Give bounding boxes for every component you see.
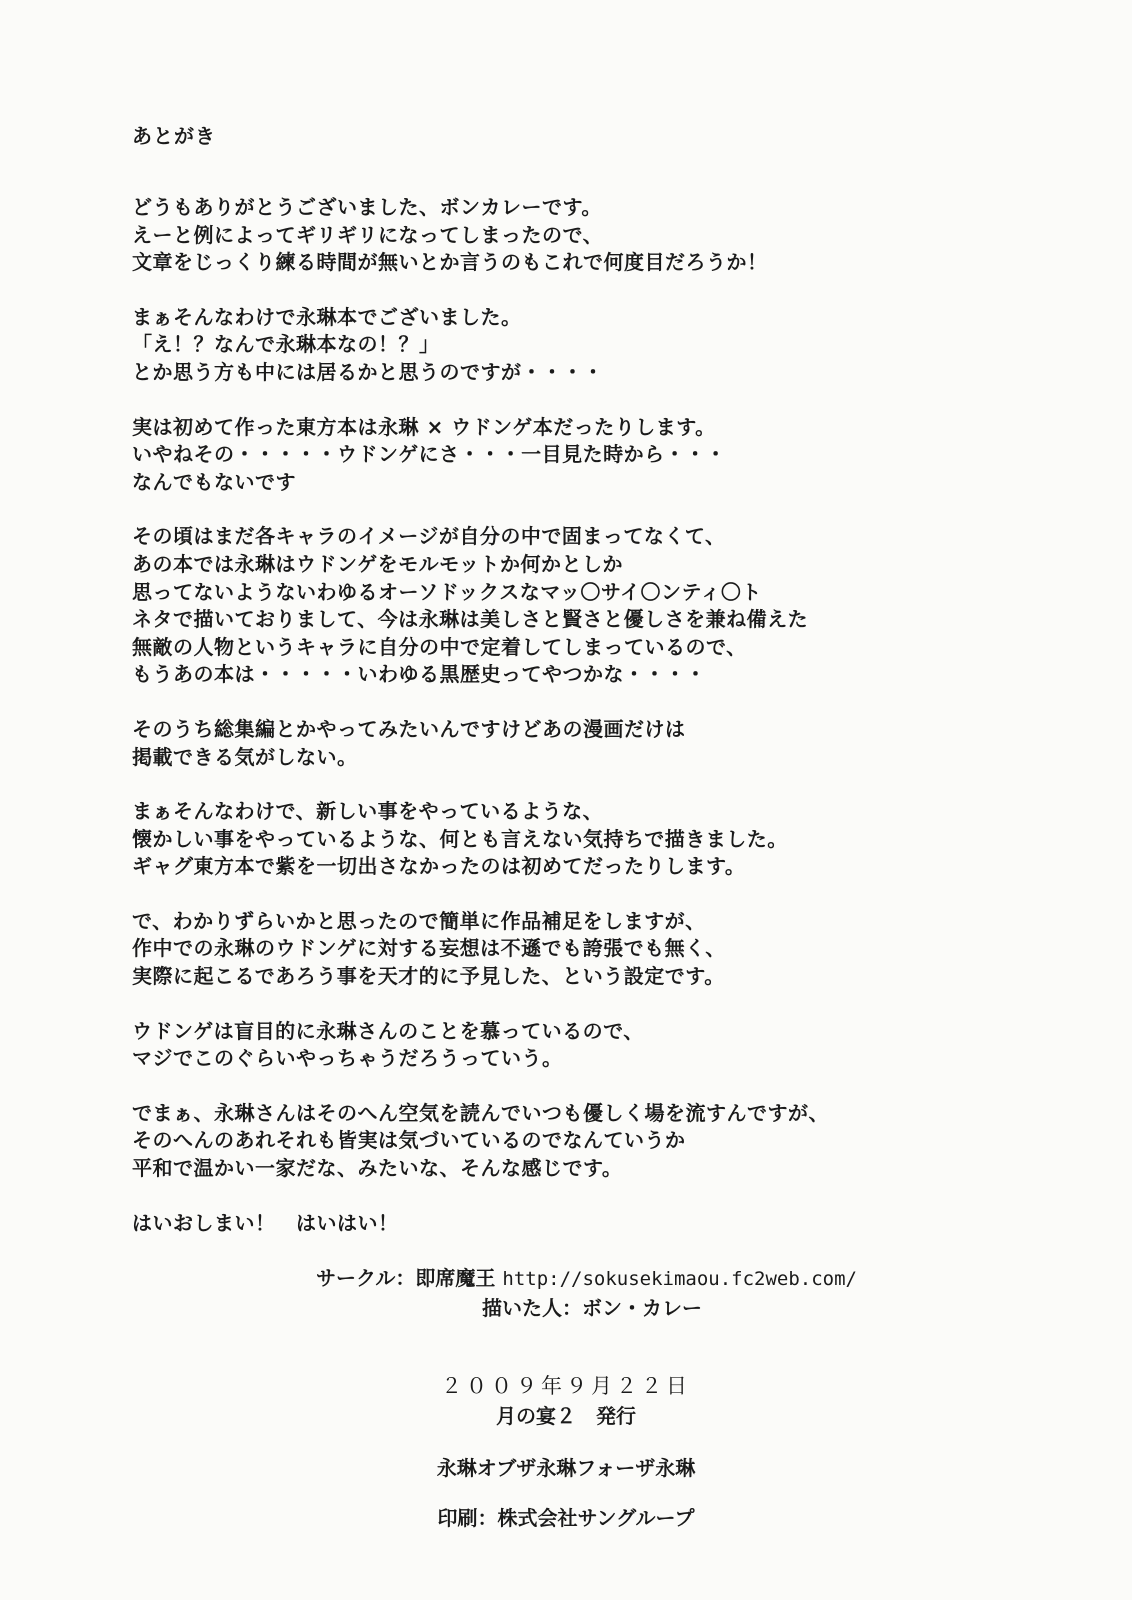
text-line: 懐かしい事をやっているような、何とも言えない気持ちで描きました。 — [132, 826, 788, 851]
book-title: 永琳オブザ永琳フォーザ永琳 — [436, 1456, 696, 1480]
text-line: マジでこのぐらいやっちゃうだろうっていう。 — [132, 1046, 563, 1071]
text-line: 実際に起こるであろう事を天才的に予見した、という設定です。 — [132, 964, 725, 989]
afterword-paragraph — [132, 304, 1012, 387]
page-heading: あとがき — [132, 124, 216, 148]
text-line: 文章をじっくり練る時間が無いとか言うのもこれで何度目だろうか！ — [132, 250, 768, 275]
artist-label: 描いた人： — [482, 1296, 582, 1320]
text-line: ウドンゲは盲目的に永琳さんのことを慕っているので、 — [132, 1018, 644, 1043]
afterword-paragraph — [132, 798, 1012, 881]
afterword-paragraph — [132, 194, 1012, 277]
circle-label: サークル： — [316, 1266, 416, 1290]
text-line: まぁそんなわけで永琳本でございました。 — [132, 304, 522, 329]
circle-credit — [316, 1264, 857, 1293]
text-line: どうもありがとうございました、ボンカレーです。 — [132, 195, 602, 219]
circle-name: 即席魔王 — [415, 1266, 496, 1290]
text-line: でまぁ、永琳さんはそのへん空気を読んでいつも優しく場を流すんですが、 — [132, 1100, 829, 1125]
text-line: 実は初めて作った東方本は永琳 × ウドンゲ本だったりします。 — [132, 414, 716, 439]
text-line: そのうち総集編とかやってみたいんですけどあの漫画だけは — [132, 716, 686, 741]
event-issue: 月の宴２ 発行 — [496, 1404, 636, 1428]
publication-date: ２００９年９月２２日 — [441, 1374, 691, 1398]
text-line: ギャグ東方本で紫を一切出さなかったのは初めてだったりします。 — [132, 854, 746, 879]
afterword-paragraph — [132, 908, 1012, 991]
text-line: 作中での永琳のウドンゲに対する妄想は不遜でも誇張でも無く、 — [132, 936, 726, 961]
afterword-paragraph — [132, 1018, 1012, 1073]
text-line: えーと例によってギリギリになってしまったので、 — [132, 222, 604, 247]
text-line: もうあの本は・・・・・いわゆる黒歴史ってやつかな・・・・ — [132, 662, 706, 687]
artist-credit — [482, 1294, 702, 1322]
text-line: 無敵の人物というキャラに自分の中で定着してしまっているので、 — [132, 634, 747, 659]
text-line: そのへんのあれそれも皆実は気づいているのでなんていうか — [132, 1128, 686, 1153]
text-line: 平和で温かい一家だな、みたいな、そんな感じです。 — [132, 1156, 623, 1181]
text-line: ネタで描いておりまして、今は永琳は美しさと賢さと優しさを兼ね備えた — [132, 607, 809, 632]
text-line: まぁそんなわけで、新しい事をやっているような、 — [132, 799, 604, 824]
text-line: とか思う方も中には居るかと思うのですが・・・・ — [132, 359, 604, 384]
text-line: 掲載できる気がしない。 — [132, 744, 358, 769]
text-line: 「え！？なんで永琳本なの！？」 — [132, 332, 440, 357]
afterword-paragraph — [132, 414, 1012, 497]
artist-name: ボン・カレー — [582, 1296, 702, 1320]
afterword-paragraph — [132, 1100, 1012, 1183]
text-line: 思ってないようないわゆるオーソドックスなマッ〇サイ〇ンティ〇ト — [132, 579, 762, 604]
afterword-paragraph — [132, 1210, 1012, 1238]
text-line: その頃はまだ各キャラのイメージが自分の中で固まってなくて、 — [132, 524, 726, 549]
afterword-paragraph — [132, 716, 1012, 771]
text-line: なんでもないです — [132, 469, 296, 494]
afterword-paragraph — [132, 523, 1012, 689]
afterword-body — [132, 194, 1012, 1264]
printer-credit: 印刷：株式会社サングループ — [437, 1506, 695, 1530]
circle-url: http://sokusekimaou.fc2web.com/ — [502, 1268, 857, 1290]
text-line: いやねその・・・・・ウドンゲにさ・・・一目見た時から・・・ — [132, 442, 727, 467]
text-line: あの本では永琳はウドンゲをモルモットか何かとしか — [132, 551, 623, 576]
text-line: はいおしまい！ はいはい！ — [132, 1210, 399, 1235]
text-line: で、わかりずらいかと思ったので簡単に作品補足をしますが、 — [132, 908, 706, 933]
